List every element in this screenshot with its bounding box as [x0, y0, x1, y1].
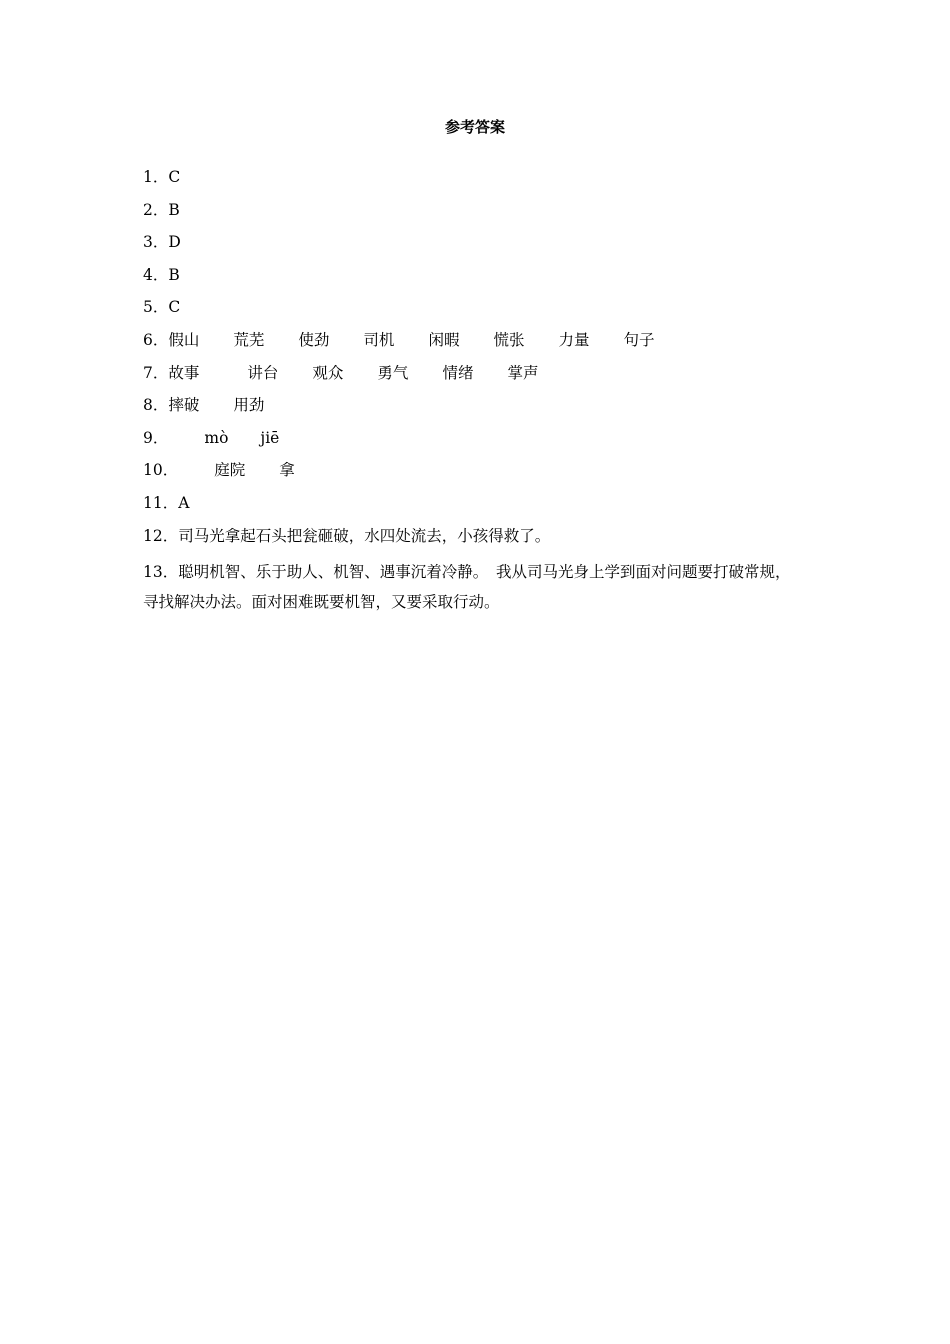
- answer-list: [143, 166, 823, 617]
- page-title: 参考答案: [444, 118, 505, 136]
- answer-number: 8．: [143, 396, 169, 415]
- answer-pinyin: jiē: [260, 428, 280, 447]
- answer-number: 9．: [143, 428, 169, 447]
- answer-11: [143, 492, 823, 525]
- answer-word: 闲暇: [428, 330, 460, 349]
- answer-word: 讲台: [247, 363, 279, 382]
- answer-text: C: [168, 168, 181, 186]
- answer-word: 力量: [558, 330, 590, 349]
- answer-word: 观众: [312, 363, 344, 382]
- answer-number: 6．: [143, 330, 169, 349]
- answer-12: [143, 525, 823, 558]
- answer-word: 情绪: [442, 363, 474, 382]
- answer-word: 假山: [168, 330, 200, 349]
- answer-word: 荒芜: [233, 330, 265, 349]
- answer-number: 4．: [143, 265, 169, 284]
- answer-6: [143, 329, 823, 362]
- answer-word: 慌张: [493, 330, 525, 349]
- answer-number: 3．: [143, 233, 169, 252]
- answer-text: B: [168, 200, 180, 219]
- answer-word: 故事: [168, 363, 200, 382]
- answer-word: 句子: [623, 330, 655, 349]
- answer-number: 2．: [143, 200, 169, 219]
- answer-pinyin: mò: [204, 428, 229, 447]
- answer-word: 使劲: [298, 330, 330, 349]
- answer-number: 10．: [143, 461, 179, 480]
- answer-10: [143, 459, 823, 492]
- answer-word: 拿: [279, 461, 295, 480]
- answer-1: [143, 166, 823, 199]
- answer-9: [143, 427, 823, 460]
- answer-word: 掌声: [507, 363, 539, 382]
- answer-2: [143, 199, 823, 232]
- answer-text: C: [168, 298, 181, 317]
- answer-text: 司马光拿起石头把瓮砸破，水四处流去，小孩得救了。: [178, 526, 551, 545]
- answer-text: D: [168, 233, 181, 252]
- answer-8: [143, 394, 823, 427]
- answer-word: 用劲: [233, 396, 265, 415]
- answer-4: [143, 264, 823, 297]
- answer-5: [143, 296, 823, 329]
- answer-7: [143, 362, 823, 395]
- answer-word: 司机: [363, 330, 395, 349]
- answer-text: A: [178, 493, 190, 512]
- answer-number: 7．: [143, 363, 169, 382]
- answer-number: 13．: [143, 563, 179, 582]
- answer-word: 庭院: [214, 461, 246, 480]
- answer-number: 5．: [143, 298, 169, 317]
- answer-text: 聪明机智、乐于助人、机智、遇事沉着冷静。 我从司马光身上学到面对问题要打破常规，寻找解决办法。面对困难既要机智，又要采取行动。: [143, 563, 791, 612]
- answer-word: 摔破: [168, 396, 200, 415]
- answer-word: 勇气: [377, 363, 409, 382]
- answer-text: B: [168, 265, 180, 284]
- answer-number: 11．: [143, 493, 179, 512]
- answer-3: [143, 231, 823, 264]
- answer-13: [143, 557, 803, 617]
- answer-number: 1．: [143, 168, 169, 186]
- answer-number: 12．: [143, 526, 179, 545]
